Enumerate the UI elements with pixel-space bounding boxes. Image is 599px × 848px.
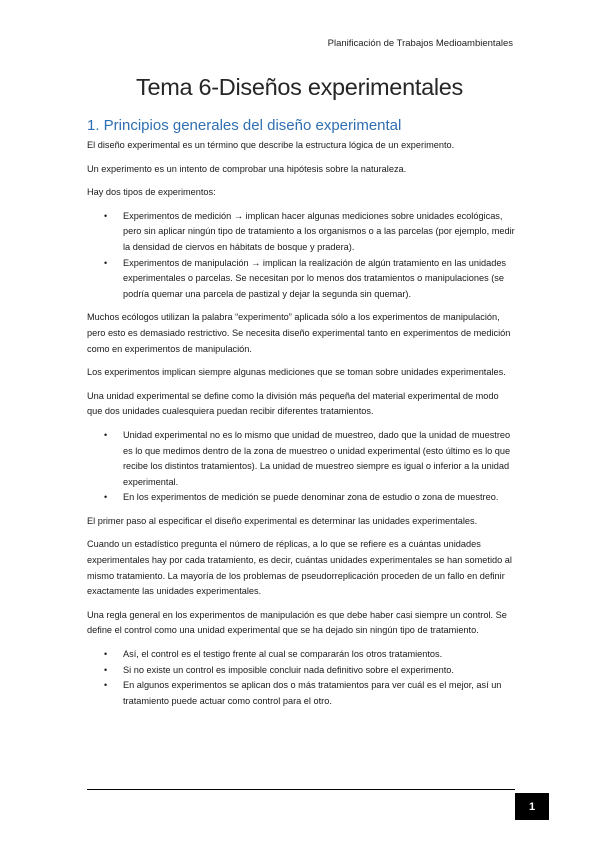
paragraph: Cuando un estadístico pregunta el número de réplicas, a lo que se refiere es a cuántas unidades experimentales hay por cada tratamiento, es decir, cuántas unidades experimentales se han sometido al mismo tratamiento. La mayoría de los problemas de pseudorreplicación proceden de un fallo en definir exactamente las unidades experimentales. bbox=[87, 539, 512, 597]
list-item bbox=[104, 490, 515, 506]
bullet-icon: • bbox=[104, 649, 108, 660]
list-item bbox=[104, 428, 515, 490]
list-item-text: En algunos experimentos se aplican dos o más tratamientos para ver cuál es el mejor, así un tratamiento puede actuar como control para el otro. bbox=[123, 680, 502, 706]
list-item bbox=[104, 678, 515, 709]
bullet-icon: • bbox=[104, 664, 108, 675]
document-body bbox=[87, 117, 515, 717]
list-item bbox=[104, 663, 515, 679]
bullet-icon: • bbox=[104, 429, 108, 440]
control-notes-list bbox=[87, 647, 515, 709]
list-item-text: Experimentos de medición → implican hacer algunas mediciones sobre unidades ecológicas, pero sin aplicar ningún tipo de tratamiento a los organismos o a las parcelas (por ejemplo, medir la densidad de ciervos en hábitats de bosque y pradera). bbox=[123, 210, 515, 252]
list-item-text: Así, el control es el testigo frente al cual se compararán los otros tratamientos. bbox=[123, 649, 443, 660]
bullet-icon: • bbox=[104, 257, 108, 268]
section-heading: 1. Principios generales del diseño experimental bbox=[87, 117, 402, 134]
paragraph: Una unidad experimental se define como la división más pequeña del material experimental de modo que dos unidades cualesquiera puedan recibir diferentes tratamientos. bbox=[87, 390, 499, 417]
list-item bbox=[104, 647, 515, 663]
page-number: 1 bbox=[515, 793, 549, 820]
page-title: Tema 6-Diseños experimentales bbox=[136, 74, 463, 100]
page-header: Planificación de Trabajos Medioambientales bbox=[327, 38, 513, 49]
paragraph: Los experimentos implican siempre algunas mediciones que se toman sobre unidades experimentales. bbox=[87, 367, 506, 378]
list-item-text: Si no existe un control es imposible concluir nada definitivo sobre el experimento. bbox=[123, 664, 454, 675]
bullet-icon: • bbox=[104, 492, 108, 503]
list-item bbox=[104, 256, 515, 303]
footer-divider bbox=[87, 789, 515, 790]
paragraph: El diseño experimental es un término que describe la estructura lógica de un experimento. bbox=[87, 140, 455, 150]
unit-notes-list bbox=[87, 428, 515, 506]
list-item bbox=[104, 209, 515, 256]
experiment-types-list bbox=[87, 209, 515, 303]
bullet-icon: • bbox=[104, 210, 108, 221]
list-item-text: Unidad experimental no es lo mismo que unidad de muestreo, dado que la unidad de muestreo es lo que medimos dentro de la zona de muestreo o unidad experimental (esto último es lo que recibe los distintos tratamientos). La unidad de muestreo siempre es igual o inferior a la unidad experimental. bbox=[123, 429, 511, 487]
bullet-icon: • bbox=[104, 680, 108, 691]
paragraph: Muchos ecólogos utilizan la palabra “experimento” aplicada sólo a los experimentos de manipulación, pero esto es demasiado restrictivo. Se necesita diseño experimental tanto en experimentos de medición como en experimentos de manipulación. bbox=[87, 312, 511, 354]
list-item-text: Experimentos de manipulación → implican la realización de algún tratamiento en las unidades experimentales o parcelas. Se necesitan por lo menos dos tratamientos o manipulaciones (se podría quemar una parcela de pastizal y dejar la segunda sin quemar). bbox=[123, 257, 507, 299]
list-item-text: En los experimentos de medición se puede denominar zona de estudio o zona de muestreo. bbox=[123, 492, 499, 503]
paragraph: Un experimento es un intento de comprobar una hipótesis sobre la naturaleza. bbox=[87, 163, 407, 174]
paragraph: El primer paso al especificar el diseño experimental es determinar las unidades experimentales. bbox=[87, 515, 478, 526]
paragraph: Una regla general en los experimentos de manipulación es que debe haber casi siempre un control. Se define el control como una unidad experimental que se ha dejado sin ningún tipo de tratamiento. bbox=[87, 609, 507, 636]
paragraph: Hay dos tipos de experimentos: bbox=[87, 187, 216, 198]
